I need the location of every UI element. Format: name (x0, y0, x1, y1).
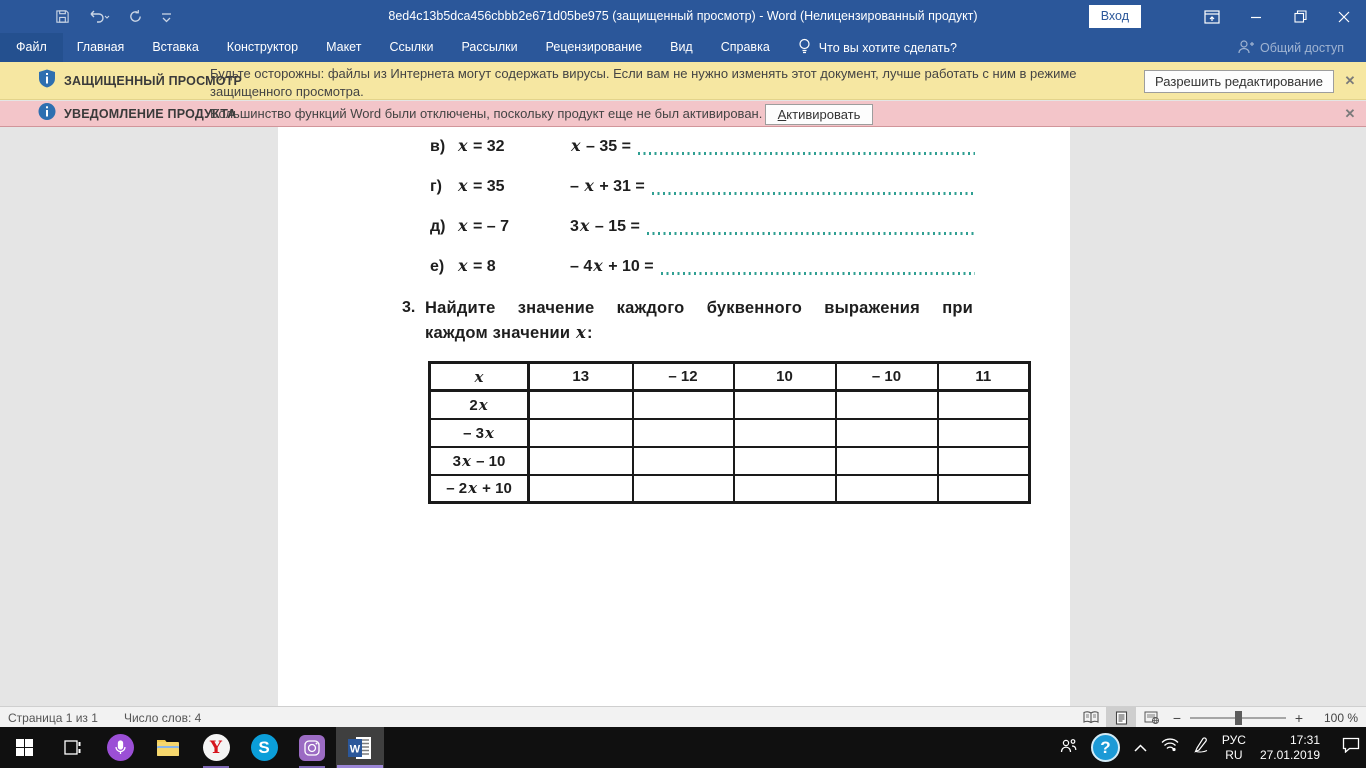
tab-layout[interactable]: Макет (326, 40, 362, 54)
header-cell: – 10 (836, 363, 938, 391)
instagram-button[interactable] (288, 727, 336, 768)
protected-view-bar (0, 62, 1366, 100)
minimize-button[interactable] (1234, 0, 1278, 33)
empty-cell (529, 475, 633, 503)
row-label-cell: 2x (430, 391, 529, 419)
dotted-answer-line (652, 192, 975, 195)
tray-expand-chevron-icon[interactable] (1134, 739, 1147, 757)
task3-number: 3. (402, 299, 416, 316)
info-circle-icon (38, 102, 56, 125)
tab-file[interactable]: Файл (0, 33, 63, 62)
word-taskbar-button[interactable] (336, 727, 384, 768)
product-notice-bar (0, 101, 1366, 127)
empty-cell (633, 391, 734, 419)
empty-cell (529, 419, 633, 447)
tab-references[interactable]: Ссылки (389, 40, 434, 54)
tab-design[interactable]: Конструктор (226, 40, 299, 54)
people-icon[interactable] (1060, 738, 1077, 758)
print-layout-icon[interactable] (1106, 707, 1136, 728)
empty-cell (938, 447, 1030, 475)
read-mode-icon[interactable] (1076, 707, 1106, 728)
windows-ink-pen-icon[interactable] (1193, 737, 1208, 758)
redo-icon[interactable] (128, 9, 143, 24)
yandex-browser-button[interactable]: Y (192, 727, 240, 768)
task-view-button[interactable] (48, 727, 96, 768)
dotted-answer-line (638, 152, 975, 155)
header-cell: 13 (529, 363, 633, 391)
enable-editing-button[interactable]: Разрешить редактирование (1144, 70, 1334, 93)
header-cell: – 12 (633, 363, 734, 391)
table-row (430, 419, 1030, 447)
header-cell: x (430, 363, 529, 391)
quick-access-toolbar (55, 0, 172, 33)
svg-text:W: W (349, 743, 361, 755)
empty-cell (734, 391, 836, 419)
empty-cell (836, 447, 938, 475)
language-indicator[interactable]: РУС RU (1221, 732, 1246, 762)
taskbar (0, 727, 1366, 768)
lightbulb-icon (798, 38, 811, 58)
file-explorer-button[interactable] (144, 727, 192, 768)
row-label-cell: – 3x (430, 419, 529, 447)
row-label-cell: 3x – 10 (430, 447, 529, 475)
protected-view-label: ЗАЩИЩЕННЫЙ ПРОСМОТР (64, 73, 243, 88)
clock[interactable]: 17:31 27.01.2019 (1259, 732, 1320, 762)
wifi-icon[interactable] (1161, 738, 1179, 757)
exercise-row-v: в) x = 32 x – 35 = (430, 136, 975, 158)
tab-home[interactable]: Главная (76, 40, 125, 54)
help-tray-icon[interactable]: ? (1091, 733, 1120, 762)
table-row (430, 475, 1030, 503)
empty-cell (529, 391, 633, 419)
zoom-out-button[interactable]: − (1172, 709, 1182, 726)
protected-view-message: Будьте осторожны: файлы из Интернета могут содержать вирусы. Если вам не нужно изменять этот документ, лучше работать с ним в режиме защищенного просмотра. (210, 66, 1077, 99)
empty-cell (938, 419, 1030, 447)
product-notice-message: Большинство функций Word были отключены, поскольку продукт еще не был активирован. (210, 106, 763, 121)
skype-button[interactable]: S (240, 727, 288, 768)
empty-cell (938, 475, 1030, 503)
table-row (430, 447, 1030, 475)
empty-cell (633, 419, 734, 447)
task3-text-line1: Найдите значение каждого буквенного выражения при (425, 299, 973, 317)
restore-button[interactable] (1278, 0, 1322, 33)
empty-cell (633, 475, 734, 503)
share-person-icon (1238, 39, 1254, 57)
table-header-row (430, 363, 1030, 391)
zoom-slider-thumb[interactable] (1235, 711, 1242, 725)
share-label: Общий доступ (1260, 40, 1344, 55)
empty-cell (836, 419, 938, 447)
exercise-row-g: г) x = 35 – x + 31 = (430, 176, 975, 198)
save-icon[interactable] (55, 9, 70, 24)
empty-cell (734, 475, 836, 503)
values-table (428, 361, 1031, 504)
tell-me-label: Что вы хотите сделать? (818, 40, 957, 55)
empty-cell (734, 447, 836, 475)
exercise-row-d: д) x = – 7 3x – 15 = (430, 216, 975, 238)
web-layout-icon[interactable] (1136, 707, 1166, 728)
share-button[interactable] (1238, 33, 1344, 62)
tell-me-box[interactable] (798, 38, 957, 58)
zoom-level[interactable]: 100 % (1323, 710, 1358, 725)
title-bar (0, 0, 1366, 33)
tab-view[interactable]: Вид (670, 40, 693, 54)
ribbon-display-options-button[interactable] (1190, 0, 1234, 33)
exercise-row-e: е) x = 8 – 4x + 10 = (430, 256, 975, 278)
tab-review[interactable]: Рецензирование (545, 40, 643, 54)
header-cell: 11 (938, 363, 1030, 391)
table-row (430, 391, 1030, 419)
voice-assistant-button[interactable] (96, 727, 144, 768)
empty-cell (836, 391, 938, 419)
empty-cell (529, 447, 633, 475)
task3-text-line2: каждом значении x: (425, 323, 593, 342)
shield-info-icon (38, 68, 56, 93)
dotted-answer-line (647, 232, 975, 235)
header-cell: 10 (734, 363, 836, 391)
empty-cell (734, 419, 836, 447)
ribbon-tab-strip (0, 33, 1366, 62)
page-indicator[interactable]: Страница 1 из 1 (8, 710, 98, 725)
activate-button[interactable]: Активировать (765, 104, 873, 125)
zoom-slider[interactable] (1190, 717, 1286, 719)
word-count[interactable]: Число слов: 4 (123, 710, 202, 725)
start-button[interactable] (0, 727, 48, 768)
product-notice-label: УВЕДОМЛЕНИЕ ПРОДУКТА (64, 106, 237, 121)
empty-cell (938, 391, 1030, 419)
window-title: 8ed4c13b5dca456cbbb2e671d05be975 (защищенный просмотр) - Word (Нелицензированный продукт) (388, 9, 978, 23)
sign-in-button[interactable]: Вход (1089, 5, 1141, 28)
close-protected-bar-icon[interactable]: ✕ (1344, 72, 1356, 88)
empty-cell (836, 475, 938, 503)
status-bar (0, 706, 1366, 727)
close-button[interactable] (1322, 0, 1366, 33)
tab-help[interactable]: Справка (720, 40, 770, 54)
undo-icon[interactable] (88, 10, 110, 24)
close-product-bar-icon[interactable]: ✕ (1344, 105, 1356, 121)
empty-cell (633, 447, 734, 475)
document-page[interactable] (278, 127, 1070, 706)
document-area (0, 127, 1366, 706)
tab-mailings[interactable]: Рассылки (461, 40, 518, 54)
zoom-in-button[interactable]: + (1294, 709, 1304, 726)
customize-qat-icon[interactable] (161, 11, 172, 23)
tab-insert[interactable]: Вставка (152, 40, 199, 54)
action-center-icon[interactable] (1342, 737, 1360, 758)
row-label-cell: – 2x + 10 (430, 475, 529, 503)
dotted-answer-line (661, 272, 975, 275)
